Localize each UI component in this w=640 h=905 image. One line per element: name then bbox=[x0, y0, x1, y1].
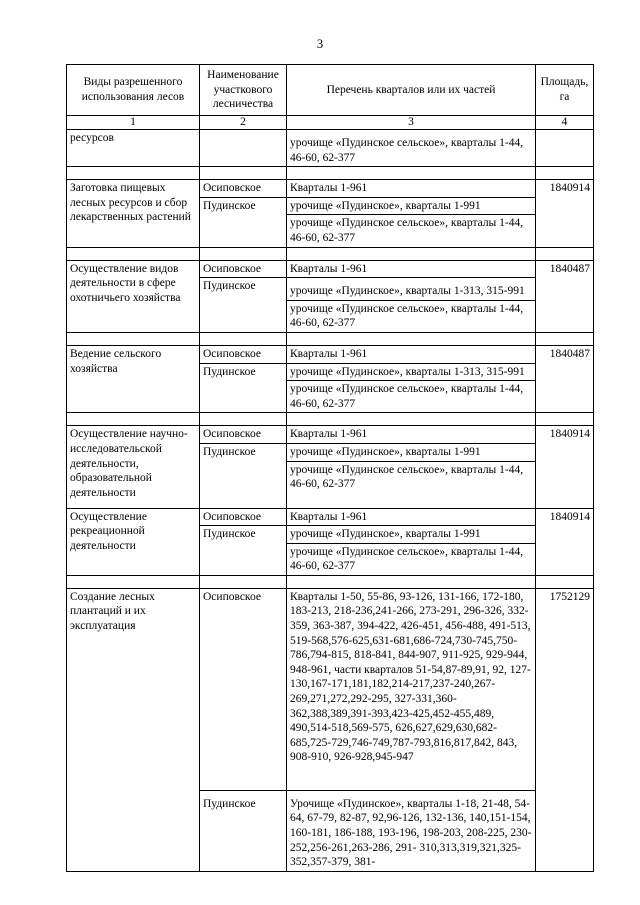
table-row bbox=[67, 180, 594, 198]
quarters-cell: урочище «Пудинское сельское», кварталы 1-44, 46-60, 62-377 bbox=[287, 461, 536, 508]
quarters-cell: урочище «Пудинское», кварталы 1-991 bbox=[287, 526, 536, 544]
spacer-cell bbox=[287, 247, 536, 260]
use-type-cell: Создание лесных плантаций и их эксплуатация bbox=[67, 588, 200, 871]
header-row bbox=[67, 65, 594, 116]
spacer-row bbox=[67, 413, 594, 426]
quarters-cell: урочище «Пудинское сельское», кварталы 1-44, 46-60, 62-377 bbox=[287, 543, 536, 575]
forestry-cell: Пудинское bbox=[200, 278, 287, 333]
header-use-type: Виды разрешенного использования лесов bbox=[67, 65, 200, 116]
quarters-cell: Кварталы 1-961 bbox=[287, 260, 536, 278]
forestry-cell: Осиповское bbox=[200, 508, 287, 526]
quarters-cell: урочище «Пудинское», кварталы 1-991 bbox=[287, 197, 536, 215]
forestry-cell: Осиповское bbox=[200, 260, 287, 278]
spacer-cell bbox=[200, 413, 287, 426]
header-quarters: Перечень кварталов или их частей bbox=[287, 65, 536, 116]
forestry-cell: Осиповское bbox=[200, 345, 287, 363]
forestry-cell: Пудинское bbox=[200, 363, 287, 413]
table-row bbox=[67, 588, 594, 790]
column-number-row bbox=[67, 116, 594, 130]
spacer-row bbox=[67, 167, 594, 180]
quarters-cell: Кварталы 1-961 bbox=[287, 508, 536, 526]
spacer-cell bbox=[67, 247, 200, 260]
column-number: 3 bbox=[287, 116, 536, 130]
forestry-cell: Осиповское bbox=[200, 588, 287, 790]
quarters-cell: урочище «Пудинское сельское», кварталы 1-44, 46-60, 62-377 bbox=[287, 130, 536, 167]
header-forestry: Наименование участкового лесничества bbox=[200, 65, 287, 116]
quarters-cell: Кварталы 1-961 bbox=[287, 345, 536, 363]
use-type-cell: Осуществление видов деятельности в сфере охотничьего хозяйства bbox=[67, 260, 200, 332]
spacer-cell bbox=[536, 247, 594, 260]
forestry-cell bbox=[200, 130, 287, 167]
area-cell: 1752129 bbox=[536, 588, 594, 871]
forestry-cell: Пудинское bbox=[200, 790, 287, 871]
spacer-cell bbox=[536, 332, 594, 345]
use-type-cell: Осуществление научно-исследовательской деятельности, образовательной деятельности bbox=[67, 426, 200, 508]
header-area: Площадь, га bbox=[536, 65, 594, 116]
spacer-cell bbox=[287, 413, 536, 426]
table-row bbox=[67, 260, 594, 278]
use-type-cell: ресурсов bbox=[67, 130, 200, 167]
table-row bbox=[67, 345, 594, 363]
area-cell: 1840914 bbox=[536, 508, 594, 575]
area-cell: 1840914 bbox=[536, 180, 594, 247]
forestry-cell: Пудинское bbox=[200, 526, 287, 576]
use-type-cell: Заготовка пищевых лесных ресурсов и сбор лекарственных растений bbox=[67, 180, 200, 247]
quarters-cell: Кварталы 1-50, 55-86, 93-126, 131-166, 172-180, 183-213, 218-236,241-266, 273-291, 296-326, 332-359, 363-387, 394-422, 426-451, 456-488, 491-513, 519-568,576-625,631-681,686-724,730-745,750-786,794-815, 818-841, 844-907, 911-925, 929-944, 948-961, части кварталов 51-54,87-89,91, 92, 127-130,167-171,181,182,214-217,237-240,267-269,271,272,292-295, 327-331,360-362,388,389,391-393,423-425,452-455,489, 490,514-518,569-575, 626,627,629,630,682-685,725-729,746-749,787-793,816,817,842, 843, 908-910, 926-928,945-947 bbox=[287, 588, 536, 790]
spacer-cell bbox=[287, 575, 536, 588]
spacer-cell bbox=[200, 575, 287, 588]
spacer-cell bbox=[67, 167, 200, 180]
spacer-cell bbox=[67, 413, 200, 426]
quarters-cell: урочище «Пудинское сельское», кварталы 1-44, 46-60, 62-377 bbox=[287, 215, 536, 247]
area-cell: 1840487 bbox=[536, 260, 594, 332]
table-row bbox=[67, 508, 594, 526]
spacer-cell bbox=[287, 332, 536, 345]
spacer-cell bbox=[287, 167, 536, 180]
column-number: 1 bbox=[67, 116, 200, 130]
spacer-cell bbox=[200, 167, 287, 180]
area-cell: 1840914 bbox=[536, 426, 594, 508]
quarters-cell: урочище «Пудинское», кварталы 1-313, 315-991 bbox=[287, 363, 536, 381]
use-type-cell: Осуществление рекреационной деятельности bbox=[67, 508, 200, 575]
forestry-cell: Пудинское bbox=[200, 443, 287, 508]
forestry-cell: Пудинское bbox=[200, 197, 287, 247]
spacer-row bbox=[67, 332, 594, 345]
area-cell: 1840487 bbox=[536, 345, 594, 412]
use-type-cell: Ведение сельского хозяйства bbox=[67, 345, 200, 412]
spacer-cell bbox=[67, 575, 200, 588]
area-cell bbox=[536, 130, 594, 167]
forestry-cell: Осиповское bbox=[200, 180, 287, 198]
spacer-cell bbox=[67, 332, 200, 345]
quarters-cell: Урочище «Пудинское», кварталы 1-18, 21-48, 54-64, 67-79, 82-87, 92,96-126, 132-136, 140,151-154, 160-181, 186-188, 193-196, 198-203, 208-225, 230-252,256-261,263-286, 291- 310,313,319,321,325-352,357-379, 381- bbox=[287, 790, 536, 871]
forestry-cell: Осиповское bbox=[200, 426, 287, 444]
quarters-cell: Кварталы 1-961 bbox=[287, 180, 536, 198]
page-number: 3 bbox=[316, 37, 324, 51]
table-row bbox=[67, 130, 594, 167]
quarters-cell: урочище «Пудинское», кварталы 1-991 bbox=[287, 443, 536, 461]
spacer-row bbox=[67, 575, 594, 588]
quarters-cell: урочище «Пудинское», кварталы 1-313, 315-991 bbox=[287, 278, 536, 301]
spacer-cell bbox=[200, 247, 287, 260]
forest-use-table bbox=[66, 64, 594, 872]
spacer-row bbox=[67, 247, 594, 260]
column-number: 2 bbox=[200, 116, 287, 130]
table-row bbox=[67, 426, 594, 444]
spacer-cell bbox=[536, 413, 594, 426]
spacer-cell bbox=[536, 575, 594, 588]
column-number: 4 bbox=[536, 116, 594, 130]
quarters-cell: Кварталы 1-961 bbox=[287, 426, 536, 444]
quarters-cell: урочище «Пудинское сельское», кварталы 1-44, 46-60, 62-377 bbox=[287, 381, 536, 413]
spacer-cell bbox=[200, 332, 287, 345]
spacer-cell bbox=[536, 167, 594, 180]
quarters-cell: урочище «Пудинское сельское», кварталы 1-44, 46-60, 62-377 bbox=[287, 300, 536, 332]
